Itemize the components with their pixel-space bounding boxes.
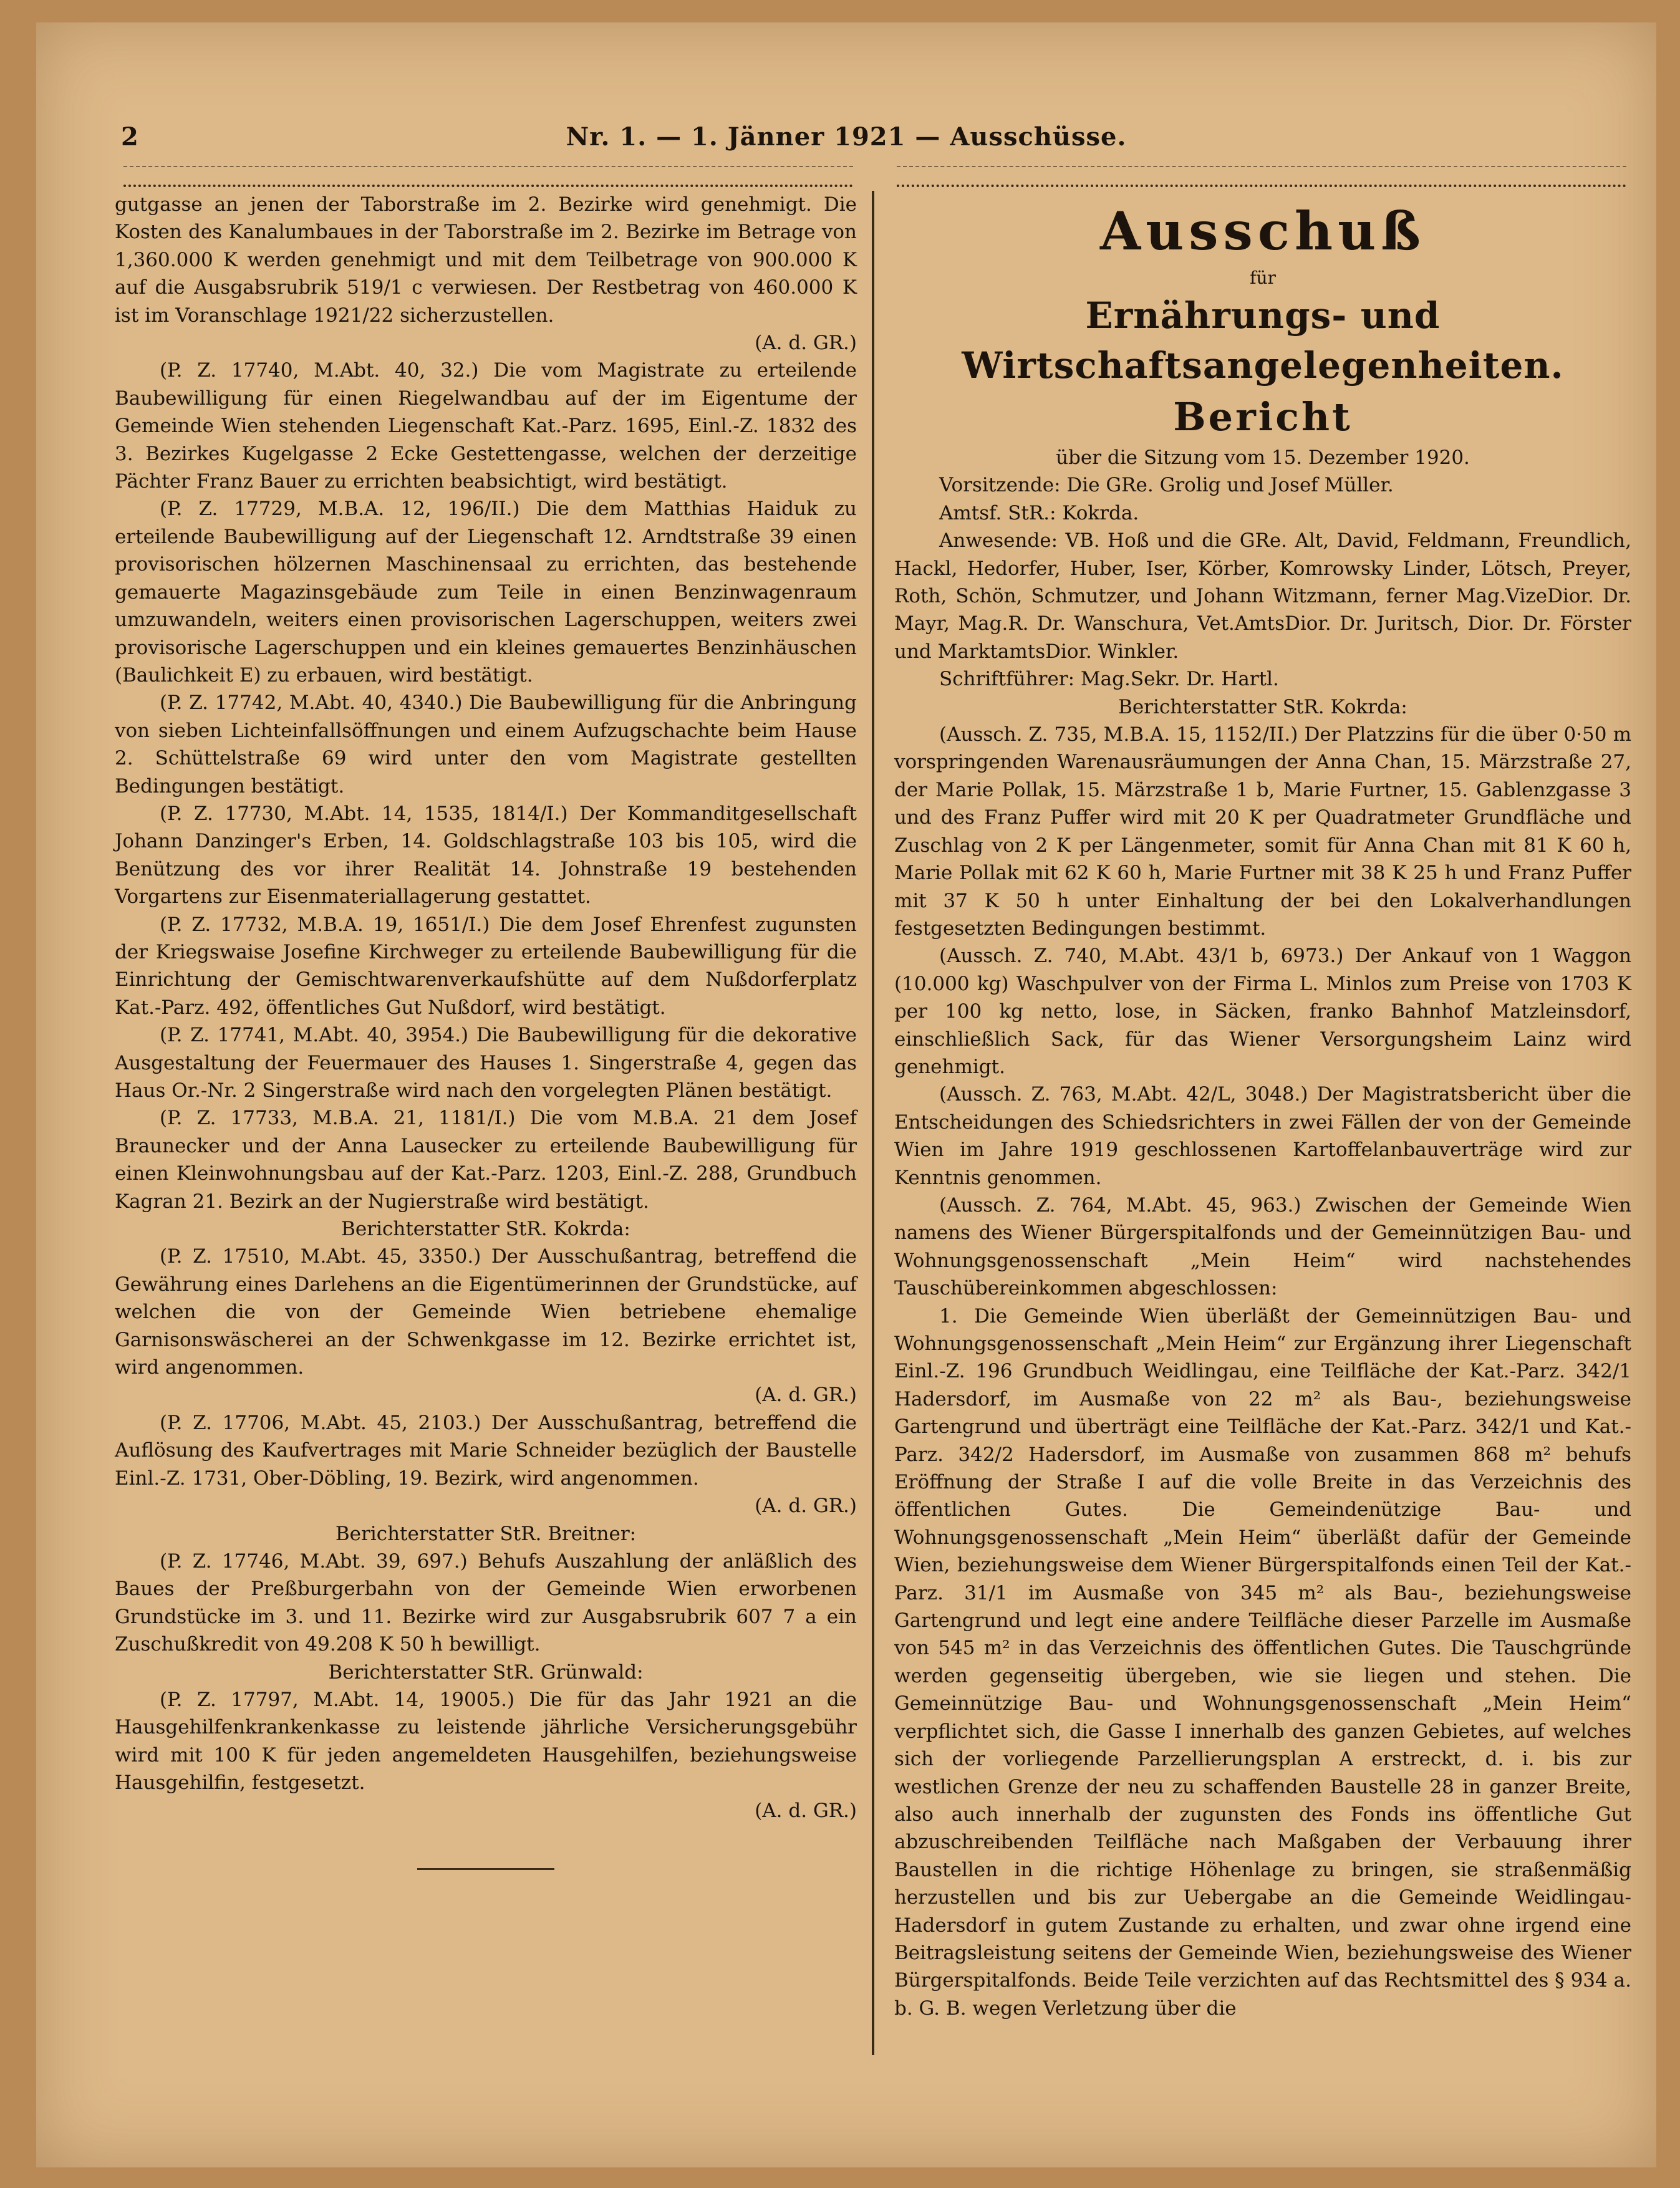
right-column [894,191,1631,2022]
section-heading: Berichterstatter StR. Grünwald: [328,1660,644,1684]
paragraph: (Aussch. Z. 740, M.Abt. 43/1 b, 6973.) Der Ankauf von 1 Waggon (10.000 kg) Waschpulver von der Firma L. Minlos zum Preise von 1703 K per 100 kg netto, lose, in Säcken, franko Bahnhof Matzleinsdorf, einschließlich Sack, für das Wiener Versorgungsheim Lainz wird genehmigt. [894,945,1631,1078]
secretary: Schriftführer: Mag.Sekr. Dr. Hartl. [939,668,1279,691]
paragraph: (P. Z. 17740, M.Abt. 40, 32.) Die vom Magistrate zu erteilende Baubewilligung für einen Riegelwandbau auf der im Eigentume der Gemeinde Wien stehenden Liegenschaft Kat.-Parz. 1695, Einl.-Z. 1832 des 3. Bezirkes Kugelgasse 2 Ecke Gestettengasse, welchen der derzeitige Pächter Franz Bauer zu errichten beabsichtigt, wird bestätigt. [115,359,857,493]
paragraph: (Aussch. Z. 735, M.B.A. 15, 1152/II.) Der Platzzins für die über 0·50 m vorspringenden Warenausräumungen der Anna Chan, 15. Märzstraße 27, der Marie Pollak, 15. Märzstraße 1 b, Marie Furtner, 15. Gablenzgasse 3 und des Franz Puffer wird mit 20 K per Quadratmeter Grundfläche und Zuschlag von 2 K per Längenmeter, somit für Anna Chan mit 81 K 60 h, Marie Pollak mit 62 K 60 h, Marie Furtner mit 38 K 25 h und Franz Puffer mit 37 K 50 h unter Einhaltung der bei den Lokalverhandlungen festgesetzten Bedingungen bestimmt. [894,723,1631,940]
section-heading: Berichterstatter StR. Kokrda: [1118,695,1407,718]
section-heading: Berichterstatter StR. Breitner: [335,1522,637,1545]
councillor: Amtsf. StR.: Kokrda. [939,501,1139,524]
paragraph: (P. Z. 17741, M.Abt. 40, 3954.) Die Baubewilligung für die dekorative Ausgestaltung der Feuermauer des Hauses 1. Singerstraße 4, gegen das Haus Or.-Nr. 2 Singerstraße wird nach den vorgelegten Plänen bestätigt. [115,1024,857,1102]
header-rule-right [897,166,1626,187]
paragraph: (Aussch. Z. 764, M.Abt. 45, 963.) Zwischen der Gemeinde Wien namens des Wiener Bürgerspitalfonds und der Gemeinnützigen Bau- und Wohnungsgenossenschaft „Mein Heim“ wird nachstehendes Tauschübereinkommen abgeschlossen: [894,1193,1631,1300]
paragraph: gutgasse an jenen der Taborstraße im 2. Bezirke wird genehmigt. Die Kosten des Kanalumbaues in der Taborstraße im 2. Bezirke im Betrage von 1,360.000 K werden genehmigt und mit dem Teilbetrage von 900.000 K auf die Ausgabsrubrik 519/1 c verwiesen. Der Restbetrag von 460.000 K ist im Voranschlage 1921/22 sicherzustellen. [115,193,857,327]
page-header [36,97,1656,160]
signature: (A. d. GR.) [755,332,857,355]
session-date: über die Sitzung vom 15. Dezember 1920. [1056,446,1470,469]
signature: (A. d. GR.) [755,1495,857,1518]
paragraph: (P. Z. 17732, M.B.A. 19, 1651/I.) Die dem Josef Ehrenfest zugunsten der Kriegswaise Josefine Kirchweger zu erteilende Baubewilligung für die Einrichtung der Gemischtwarenverkaufshütte auf dem Nußdorferplatz Kat.-Parz. 492, öffentliches Gut Nußdorf, wird bestätigt. [115,913,857,1019]
paragraph: (Aussch. Z. 763, M.Abt. 42/L, 3048.) Der Magistratsbericht über die Entscheidungen des Schiedsrichters in zwei Fällen der von der Gemeinde Wien im Jahre 1919 geschlossenen Kartoffelanbauverträge wird zur Kenntnis genommen. [894,1083,1631,1189]
newspaper-page [36,22,1656,2167]
report-title: Bericht [1173,394,1353,440]
paragraph: (P. Z. 17510, M.Abt. 45, 3350.) Der Ausschußantrag, betreffend die Gewährung eines Darlehens an die Eigentümerinnen der Grundstücke, auf welchen die von der Gemeinde Wien betriebene ehemalige Garnisonswäscherei an der Schwenkgasse im 12. Bezirke errichtet ist, wird angenommen. [115,1245,857,1379]
paragraph: (P. Z. 17746, M.Abt. 39, 697.) Behufs Auszahlung der anläßlich des Baues der Preßburgerbahn von der Gemeinde Wien erworbenen Grundstücke im 3. und 11. Bezirke wird zur Ausgabsrubrik 607 7 a ein Zuschußkredit von 49.208 K 50 h bewilligt. [115,1549,857,1656]
end-rule [417,1868,554,1870]
page-number: 2 [121,122,138,152]
attendees: Anwesende: VB. Hoß und die GRe. Alt, David, Feldmann, Freundlich, Hackl, Hedorfer, Huber, Iser, Körber, Komrowsky Linder, Lötsch, Preyer, Roth, Schön, Schmutzer, und Johann Witzmann, ferner Mag.VizeDior. Dr. Mayr, Mag.R. Dr. Wanschura, Vet.AmtsDior. Dr. Juritsch, Dior. Dr. Förster und MarktamtsDior. Winkler. [894,529,1631,663]
section-heading: Berichterstatter StR. Kokrda: [341,1218,630,1241]
title-fuer: für [1250,267,1276,288]
signature: (A. d. GR.) [755,1384,857,1407]
paragraph: (P. Z. 17706, M.Abt. 45, 2103.) Der Ausschußantrag, betreffend die Auflösung des Kaufvertrages mit Marie Schneider bezüglich der Baustelle Einl.-Z. 1731, Ober-Döbling, 19. Bezirk, wird angenommen. [115,1411,857,1490]
running-headline: Nr. 1. — 1. Jänner 1921 — Ausschüsse. [566,122,1127,152]
column-divider [872,191,874,2055]
header-rule-left [123,166,853,187]
paragraph: (P. Z. 17729, M.B.A. 12, 196/II.) Die dem Matthias Haiduk zu erteilende Baubewilligung auf der Liegenschaft 12. Arndtstraße 39 einen provisorischen hölzernen Maschinensaal zu errichten, das bestehende gemauerte Magazinsgebäude zum Teile in einen Benzinwagenraum umzuwandeln, weiters einen provisorischen Lagerschuppen, weiters zwei provisorische Lagerschuppen und ein kleines gemauertes Benzinhäuschen (Baulichkeit E) zu erbauen, wird bestätigt. [115,498,857,687]
paragraph: (P. Z. 17797, M.Abt. 14, 19005.) Die für das Jahr 1921 an die Hausgehilfenkrankenkasse zu leistende jährliche Versicherungsgebühr wird mit 100 K für jeden angemeldeten Hausgehilfen, beziehungsweise Hausgehilfin, festgesetzt. [115,1688,857,1795]
section-subtitle: Ernährungs- und Wirtschaftsangelegenheiten. [962,294,1564,387]
paragraph: 1. Die Gemeinde Wien überläßt der Gemeinnützigen Bau- und Wohnungsgenossenschaft „Mein Heim“ zur Ergänzung ihrer Liegenschaft Einl.-Z. 196 Grundbuch Weidlingau, eine Teilfläche der Kat.-Parz. 342/1 Hadersdorf, im Ausmaße von 22 m² als Bau-, beziehungsweise Gartengrund und überträgt eine Teilfläche der Kat.-Parz. 342/1 und Kat.-Parz. 342/2 Hadersdorf, im Ausmaße von zusammen 868 m² behufs Eröffnung der Straße I auf die volle Breite in das Verzeichnis des öffentlichen Gutes. Die Gemeindenützige Bau- und Wohnungsgenossenschaft „Mein Heim“ überläßt dafür der Gemeinde Wien, beziehungsweise dem Wiener Bürgerspitalfonds einen Teil der Kat.-Parz. 31/1 im Ausmaße von 345 m² als Bau-, beziehungsweise Gartengrund und legt eine andere Teilfläche dieser Parzelle im Ausmaße von 545 m² in das Verzeichnis des öffentlichen Gutes. Die Tauschgründe werden gegenseitig übergeben, wie sie liegen und stehen. Die Gemeinnützige Bau- und Wohnungsgenossenschaft „Mein Heim“ verpflichtet sich, die Gasse I innerhalb des ganzen Gebietes, auf welches sich der vorliegende Parzellierungsplan A erstreckt, d. i. bis zur westlichen Grenze der neu zu schaffenden Baustelle 28 in ganzer Breite, also auch innerhalb der zugunsten des Fonds ins öffentliche Gut abzuschreibenden Teilfläche nach Maßgaben der Verbauung ihrer Baustellen in die richtige Höhenlage zu bringen, sie straßenmäßig herzustellen und bis zur Uebergabe an die Gemeinde Weidlingau-Hadersdorf in gutem Zustande zu erhalten, und zwar ohne irgend eine Beitragsleistung seitens der Gemeinde Wien, beziehungsweise des Wiener Bürgerspitalfonds. Beide Teile verzichten auf das Rechtsmittel des § 934 a. b. G. B. wegen Verletzung über die [894,1304,1631,2020]
chairs: Vorsitzende: Die GRe. Grolig und Josef Müller. [939,474,1394,497]
paragraph: (P. Z. 17733, M.B.A. 21, 1181/I.) Die vom M.B.A. 21 dem Josef Braunecker und der Anna Lausecker zu erteilende Baubewilligung für einen Kleinwohnungsbau auf der Kat.-Parz. 1203, Einl.-Z. 288, Grundbuch Kagran 21. Bezirk an der Nugierstraße wird bestätigt. [115,1107,857,1213]
signature: (A. d. GR.) [755,1799,857,1822]
paragraph: (P. Z. 17742, M.Abt. 40, 4340.) Die Baubewilligung für die Anbringung von sieben Lichteinfallsöffnungen und einem Aufzugschachte beim Hause 2. Schüttelstraße 69 wird unter den vom Magistrate gestellten Bedingungen bestätigt. [115,692,857,798]
left-column [115,191,857,1870]
section-title: Ausschuß [1100,200,1426,262]
paragraph: (P. Z. 17730, M.Abt. 14, 1535, 1814/I.) Der Kommanditgesellschaft Johann Danzinger's Erben, 14. Goldschlagstraße 103 bis 105, wird die Benützung des vor ihrer Realität 14. Johnstraße 19 bestehenden Vorgartens zur Eisenmateriallagerung gestattet. [115,802,857,908]
